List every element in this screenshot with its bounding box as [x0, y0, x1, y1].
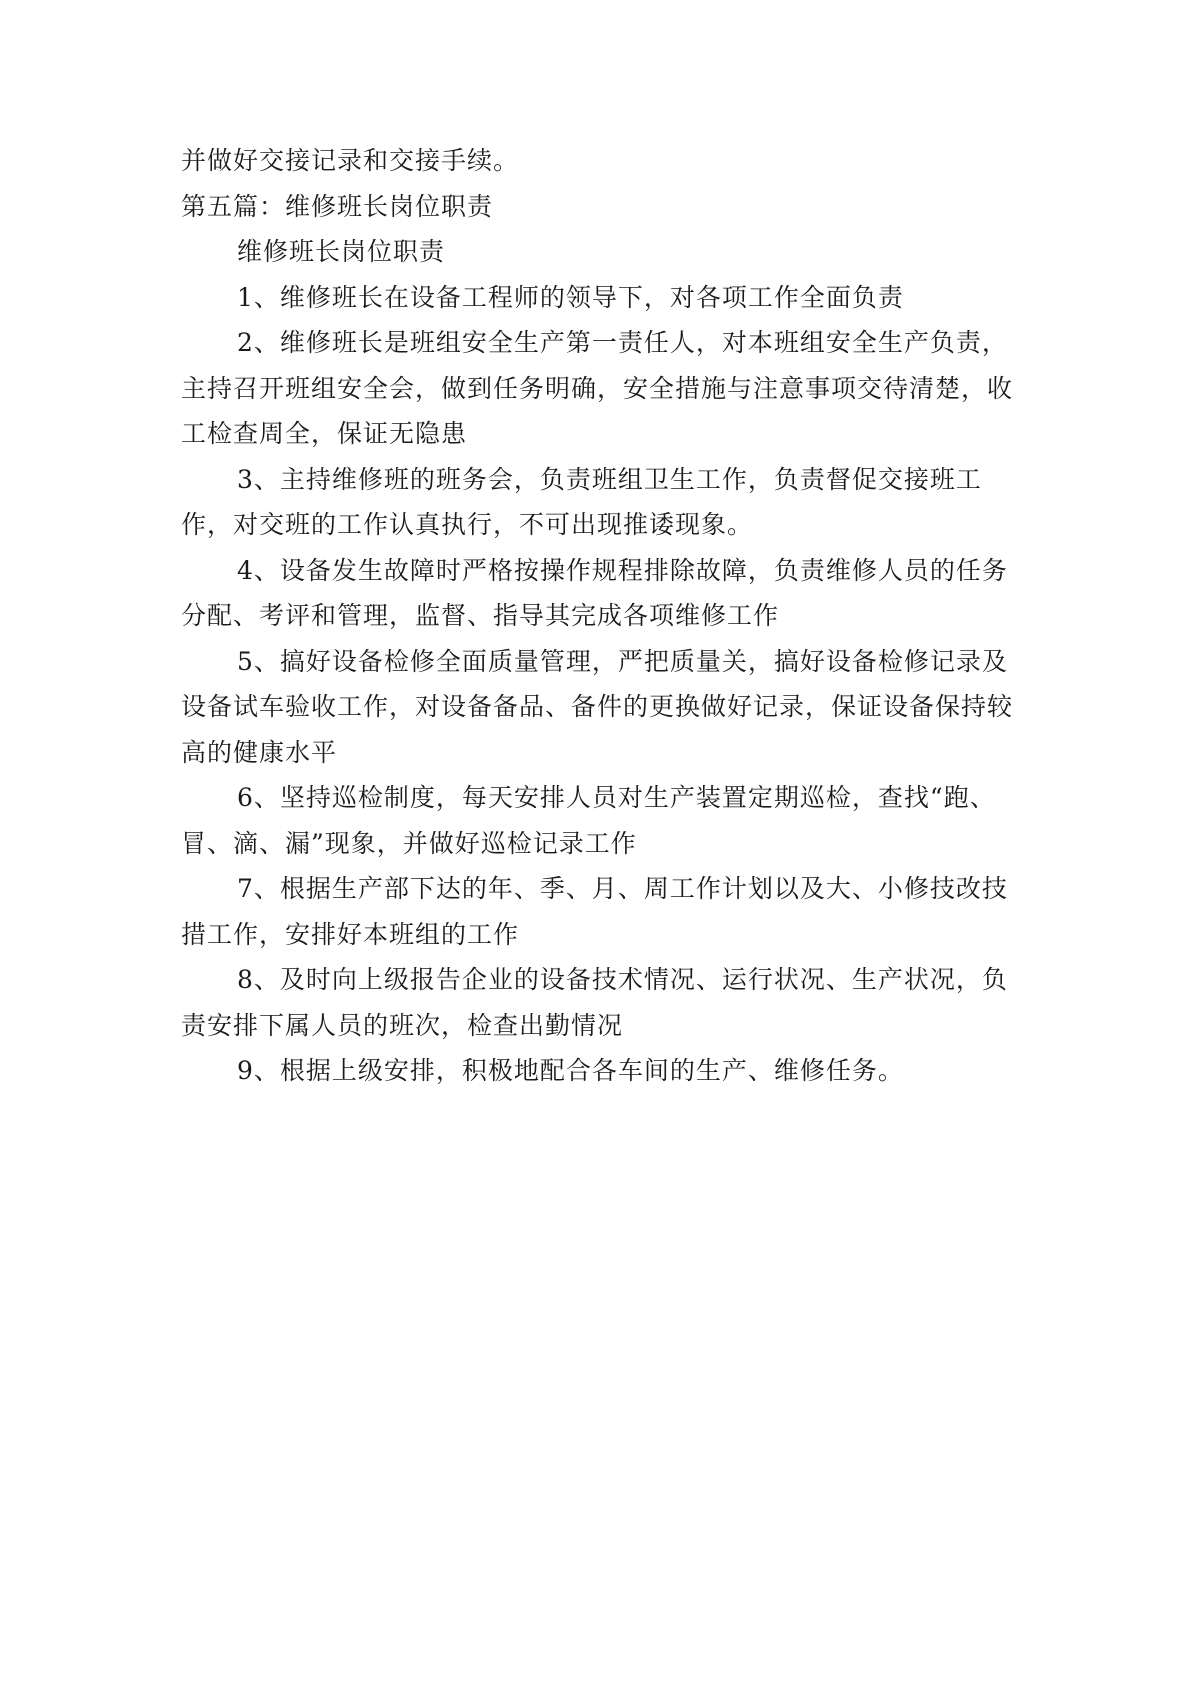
duty-item-5: 5、搞好设备检修全面质量管理，严把质量关，搞好设备检修记录及设备试车验收工作，对设备备品、备件的更换做好记录，保证设备保持较高的健康水平 — [181, 646, 1014, 767]
duty-item-1: 1、维修班长在设备工程师的领导下，对各项工作全面负责 — [237, 282, 904, 312]
document-body — [181, 138, 1021, 1094]
duty-item-3: 3、主持维修班的班务会，负责班组卫生工作，负责督促交接班工作，对交班的工作认真执行，不可出现推诿现象。 — [181, 464, 982, 539]
duty-item-7: 7、根据生产部下达的年、季、月、周工作计划以及大、小修技改技措工作，安排好本班组的工作 — [181, 874, 1008, 949]
duty-item-2: 2、维修班长是班组安全生产第一责任人，对本班组安全生产负责，主持召开班组安全会，做到任务明确，安全措施与注意事项交待清楚，收工检查周全，保证无隐患 — [181, 328, 1014, 448]
duty-item-9: 9、根据上级安排，积极地配合各车间的生产、维修任务。 — [237, 1056, 904, 1085]
duty-item-4: 4、设备发生故障时严格按操作规程排除故障，负责维修人员的任务分配、考评和管理，监督、指导其完成各项维修工作 — [181, 555, 1008, 630]
duty-item-8: 8、及时向上级报告企业的设备技术情况、运行状况、生产状况，负责安排下属人员的班次，检查出勤情况 — [181, 965, 1008, 1040]
section-heading: 第五篇：维修班长岗位职责 — [181, 191, 494, 221]
continuation-line: 并做好交接记录和交接手续。 — [181, 146, 520, 175]
duty-item-6: 6、坚持巡检制度，每天安排人员对生产装置定期巡检，查找“跑、冒、滴、漏”现象，并做好巡检记录工作 — [181, 783, 996, 858]
document-subtitle: 维修班长岗位职责 — [237, 237, 446, 266]
